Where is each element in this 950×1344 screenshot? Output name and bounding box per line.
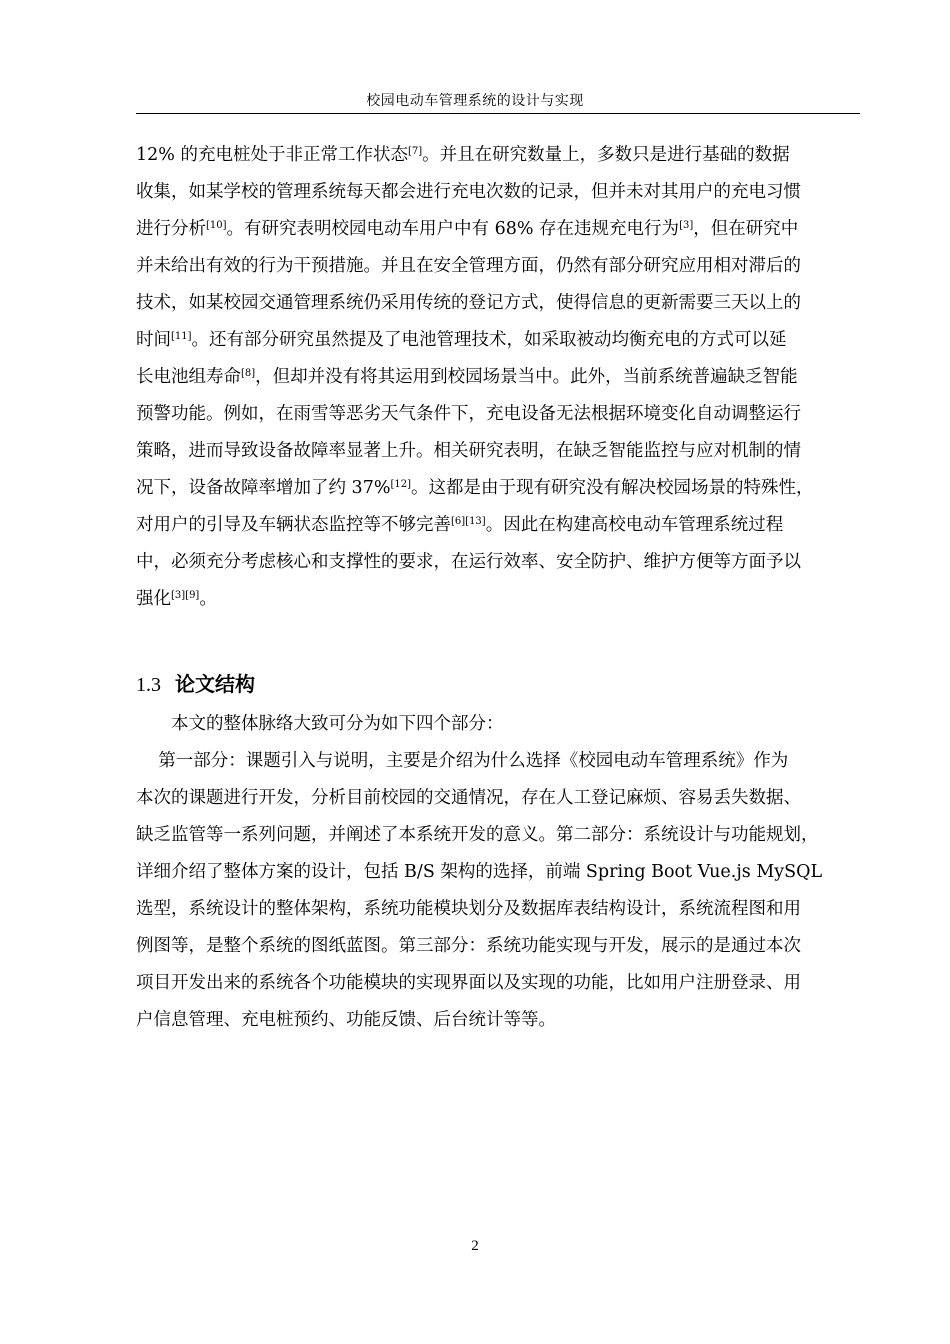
text-line: 进行分析[10]。有研究表明校园电动车用户中有 68% 存在违规充电行为[3]，但在研究中 (136, 219, 799, 239)
body-paragraph-3 (136, 743, 858, 1039)
text-line: 中，必须充分考虑核心和支撑性的要求，在运行效率、安全防护、维护方便等方面予以 (136, 552, 801, 572)
citation: [7] (407, 146, 423, 157)
citation: [3][9] (171, 590, 200, 601)
text-line: 时间[11]。还有部分研究虽然提及了电池管理技术，如采取被动均衡充电的方式可以延 (136, 330, 787, 350)
citation: [8] (241, 368, 256, 379)
body-paragraph-1 (136, 137, 858, 618)
citation: [10] (206, 220, 227, 231)
text-line: 对用户的引导及车辆状态监控等不够完善[6][13]。因此在构建高校电动车管理系统过程 (136, 515, 784, 535)
section-number: 1.3 (136, 674, 161, 696)
text-line: 选型，系统设计的整体架构，系统功能模块划分及数据库表结构设计，系统流程图和用 (136, 899, 801, 919)
citation: [6][13] (451, 516, 486, 527)
header-divider (136, 113, 860, 114)
text-line: 况下，设备故障率增加了约 37%[12]。这都是由于现有研究没有解决校园场景的特殊性， (136, 478, 814, 498)
text-line: 第一部分：课题引入与说明，主要是介绍为什么选择《校园电动车管理系统》作为 (136, 751, 789, 771)
text-line: 本次的课题进行开发，分析目前校园的交通情况，存在人工登记麻烦、容易丢失数据、 (136, 788, 801, 808)
text-line: 并未给出有效的行为干预措施。并且在安全管理方面，仍然有部分研究应用相对滞后的 (136, 256, 801, 276)
text-line: 例图等，是整个系统的图纸蓝图。第三部分：系统功能实现与开发，展示的是通过本次 (136, 936, 801, 956)
body-paragraph-2 (136, 706, 858, 743)
citation: [11] (171, 331, 192, 342)
text-line: 强化[3][9]。 (136, 589, 217, 609)
text-line: 策略，进而导致设备故障率显著上升。相关研究表明，在缺乏智能监控与应对机制的情 (136, 441, 801, 461)
text-line: 技术，如某校园交通管理系统仍采用传统的登记方式，使得信息的更新需要三天以上的 (136, 293, 801, 313)
running-header: 校园电动车管理系统的设计与实现 (366, 93, 584, 109)
section-title: 论文结构 (175, 672, 255, 696)
text-line: 详细介绍了整体方案的设计，包括 B/S 架构的选择，前端 Spring Boot Vue.js MySQL (136, 862, 823, 882)
text-line: 收集，如某学校的管理系统每天都会进行充电次数的记录，但并未对其用户的充电习惯 (136, 182, 801, 202)
citation: [12] (390, 479, 411, 490)
section-heading (136, 670, 255, 699)
text-line: 缺乏监管等一系列问题，并阐述了本系统开发的意义。第二部分：系统设计与功能规划， (136, 825, 819, 845)
text-line: 项目开发出来的系统各个功能模块的实现界面以及实现的功能，比如用户注册登录、用 (136, 973, 801, 993)
text-line: 本文的整体脉络大致可分为如下四个部分： (171, 714, 504, 734)
text-line: 预警功能。例如，在雨雪等恶劣天气条件下，充电设备无法根据环境变化自动调整运行 (136, 404, 801, 424)
citation: [3] (679, 220, 694, 231)
text-line: 长电池组寿命[8]，但却并没有将其运用到校园场景当中。此外，当前系统普遍缺乏智能 (136, 367, 798, 387)
text-line: 户信息管理、充电桩预约、功能反馈、后台统计等等。 (136, 1010, 556, 1030)
page-number: 2 (471, 1238, 479, 1254)
text-line: 12% 的充电桩处于非正常工作状态[7]。并且在研究数量上，多数只是进行基础的数据 (136, 145, 790, 165)
